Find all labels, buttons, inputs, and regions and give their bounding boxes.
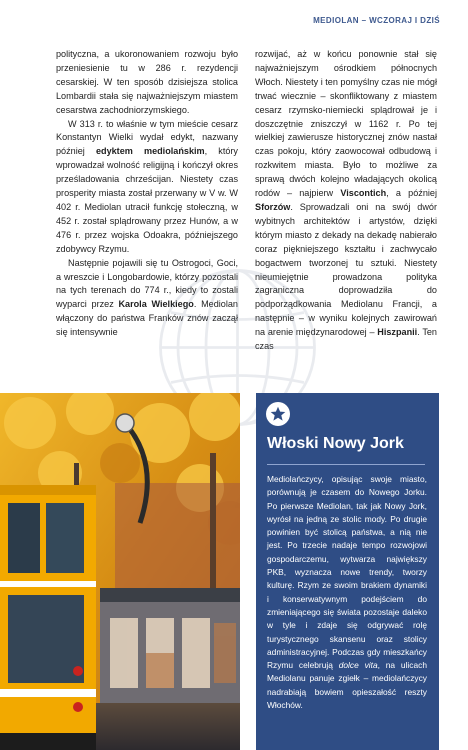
text-run: . Sprowadzali oni na swój dwór wybitnych architektów i artystów, dzięki którym miasto z dekady na dekadę nabierało coraz piękniejszego kształtu i zachwycało bogactwem tworzonej tu sztuki. Niestety nieumiejętnie prowadzona polityka zagraniczna doprowadziła do podporządkowania Mediolanu Francji, a następnie – w wyniku kolejnych zawirowań na arenie międzynarodowej – [255, 201, 437, 338]
text-run: , na ulicach Mediolanu panuje zgiełk – mediolańczycy nadrabiają bowiem opieszałość reszty Włochów. [267, 660, 427, 711]
text-run: . Mediolan włączony do państwa Franków znów zaczął się intensywnie [56, 299, 238, 338]
text-run: , który wprowadzał wolność religijną i kończył okres prześladowania chrześcijan. Niestety czas prosperity miasta został przerwany w V w. W 402 r. Mediolan utracił funkcję stołeczną, w 452 r. został splądrowany przez Hunów, a w 476 r. przez wojska Odoakra, późniejszego zdobywcy Rzymu. [56, 146, 238, 254]
text-run: W 313 r. to właśnie w tym mieście cesarz Konstantyn Wielki wydał edykt, nazwany później [56, 118, 238, 157]
running-header: MEDIOLAN – WCZORAJ I DZIŚ [313, 16, 440, 25]
star-icon [270, 406, 286, 422]
text-run: , a później [386, 188, 437, 199]
divider [267, 464, 425, 465]
milan-tram-photo [0, 393, 240, 750]
italic-term: dolce vita [338, 660, 378, 671]
emphasis-term: Viscontich [340, 188, 387, 199]
text-run: Mediolańczycy, opisując swoje miasto, porównują je czasem do Nowego Jorku. Po pierwsze Mediolan, tak jak Nowy Jork, wyrósł na jedną ze stolic mody. Po drugie powinien być stolicą państwa, a nią nie jest. Po trzecie nadaje tempo rozwojowi gospodarczemu, wytwarza największy PKB, wyznacza nowe trendy, tworzy kulturę. Rzym ze swoim brakiem dynamiki i konserwatywnym podejściem do zmieniającego się świata pozostaje daleko w tyle i zdaje się odgrywać rolę turystycznego skansenu oraz stolicy administracyjnej. Podczas gdy mieszkańcy Rzymu celebrują [267, 474, 427, 671]
text-run: Następnie pojawili się tu Ostrogoci, Goci, a wreszcie i Longobardowie, którzy pozostali na tych terenach do 774 r., kiedy to zostali wyparci przez [56, 257, 238, 310]
left-paragraph-1: polityczna, a ukoronowaniem rozwoju było przeniesienie tu w 286 r. rezydencji cesarskiej. W ten sposób dzisiejsza stolica Lombardii stała się najważniejszym miastem cesarstwa zachodniorzymskiego. [56, 49, 238, 115]
sidebar-box [256, 393, 439, 750]
emphasis-term: Sforzów [255, 201, 291, 212]
text-run: rozwijać, aż w końcu ponownie stał się najważniejszym ośrodkiem północnych Włoch. Niestety i ten pomyślny czas nie mógł trwać wiecznie – skonfliktowany z miastem cesarz rzymsko-niemiecki splądrował je i doszczętnie zniszczył w 1162 r. Po tej wielkiej zawierusze historycznej znów nastał czas pokoju, który zaowocował odbudową i rozkwitem miasta. Było to możliwe za sprawą dwóch kolejno władających okolicą rodów – najpierw [255, 49, 437, 199]
box-text [267, 473, 427, 712]
emphasis-term: Hiszpanii [377, 327, 418, 338]
text-run: . Ten czas [255, 327, 437, 352]
left-paragraph-2 [56, 118, 238, 257]
emphasis-term: Karola Wielkiego [118, 299, 194, 310]
star-badge [266, 402, 290, 426]
emphasis-term: edyktem mediolańskim [95, 146, 205, 157]
box-title: Włoski Nowy Jork [267, 435, 404, 452]
